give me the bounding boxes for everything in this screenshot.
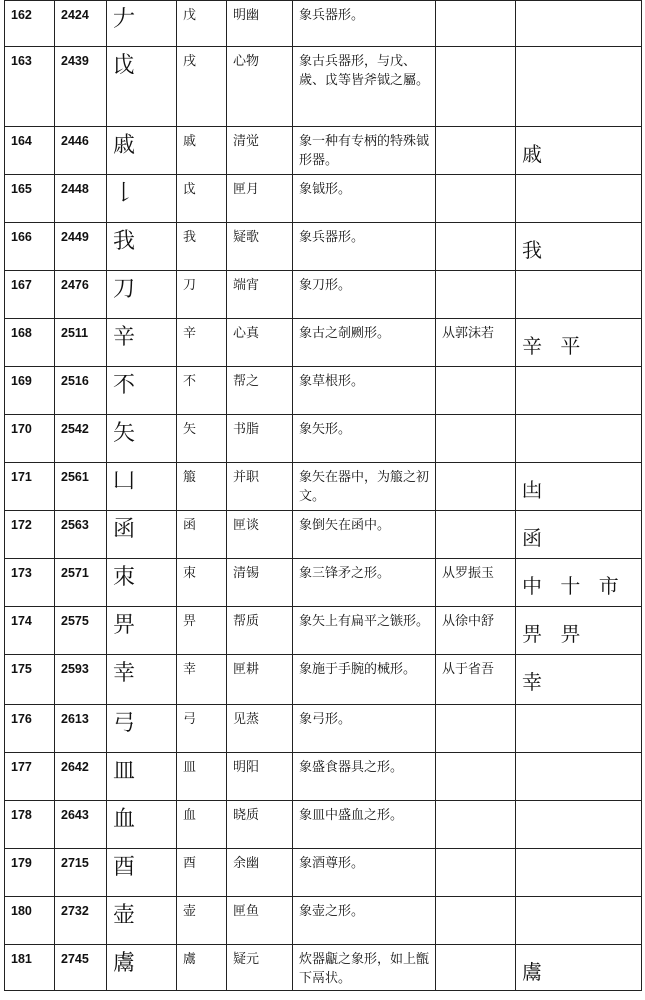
entry-number: 167 (5, 271, 55, 319)
entry-number: 176 (5, 705, 55, 753)
entry-number: 177 (5, 753, 55, 801)
oracle-glyph-image: 辛 (113, 325, 136, 350)
source-attribution (436, 463, 516, 511)
entry-code: 2593 (55, 655, 107, 705)
variant-glyphs (516, 1, 642, 47)
source-attribution: 从徐中舒 (436, 607, 516, 655)
table-row (5, 801, 642, 849)
variant-glyph-image: 凷 (522, 478, 548, 502)
variant-glyph-image: 戚 (522, 142, 548, 166)
oracle-character-table (4, 0, 642, 991)
oracle-glyph-image: 幸 (113, 661, 136, 686)
phonetic-category: 清锡 (227, 559, 293, 607)
variant-glyphs (516, 655, 642, 705)
oracle-glyph (107, 511, 177, 559)
oracle-glyph (107, 705, 177, 753)
entry-number: 169 (5, 367, 55, 415)
phonetic-category: 匣鱼 (227, 897, 293, 945)
description: 炊器甗之象形，如上甑下鬲状。 (293, 945, 436, 991)
entry-code: 2516 (55, 367, 107, 415)
table-row (5, 945, 642, 991)
entry-code: 2643 (55, 801, 107, 849)
modern-character: 箙 (177, 463, 227, 511)
modern-character: 戉 (177, 175, 227, 223)
table-row (5, 319, 642, 367)
entry-number: 170 (5, 415, 55, 463)
description: 象矢上有扁平之镞形。 (293, 607, 436, 655)
phonetic-category: 余幽 (227, 849, 293, 897)
entry-code: 2542 (55, 415, 107, 463)
variant-glyphs (516, 223, 642, 271)
modern-character: 矢 (177, 415, 227, 463)
oracle-glyph-image: 戉 (113, 53, 136, 78)
oracle-glyph (107, 127, 177, 175)
entry-number: 173 (5, 559, 55, 607)
phonetic-category: 帮之 (227, 367, 293, 415)
source-attribution (436, 175, 516, 223)
phonetic-category: 匣谈 (227, 511, 293, 559)
description: 象一种有专柄的特殊钺形器。 (293, 127, 436, 175)
table-row (5, 175, 642, 223)
modern-character: 酉 (177, 849, 227, 897)
source-attribution (436, 367, 516, 415)
source-attribution (436, 753, 516, 801)
entry-code: 2613 (55, 705, 107, 753)
table-row (5, 367, 642, 415)
modern-character: 皿 (177, 753, 227, 801)
phonetic-category: 并职 (227, 463, 293, 511)
oracle-glyph-image: 凵 (113, 469, 136, 494)
oracle-glyph (107, 801, 177, 849)
source-attribution (436, 415, 516, 463)
entry-number: 179 (5, 849, 55, 897)
description: 象古兵器形，与戊、歲、戉等皆斧钺之屬。 (293, 47, 436, 127)
source-attribution (436, 705, 516, 753)
oracle-glyph-image: 弓 (113, 711, 136, 736)
table-row (5, 655, 642, 705)
description: 象兵器形。 (293, 223, 436, 271)
source-attribution: 从于省吾 (436, 655, 516, 705)
variant-glyphs (516, 945, 642, 991)
oracle-glyph-image: 矢 (113, 421, 136, 446)
entry-code: 2575 (55, 607, 107, 655)
entry-number: 175 (5, 655, 55, 705)
entry-code: 2511 (55, 319, 107, 367)
description: 象矢形。 (293, 415, 436, 463)
oracle-glyph-image: 函 (113, 517, 136, 542)
entry-number: 171 (5, 463, 55, 511)
description: 象弓形。 (293, 705, 436, 753)
modern-character: 戌 (177, 47, 227, 127)
variant-glyphs (516, 607, 642, 655)
modern-character: 函 (177, 511, 227, 559)
oracle-glyph (107, 223, 177, 271)
variant-glyphs (516, 175, 642, 223)
oracle-glyph-image: 皿 (113, 759, 136, 784)
entry-code: 2448 (55, 175, 107, 223)
entry-code: 2449 (55, 223, 107, 271)
table-row (5, 463, 642, 511)
description: 象古之剞劂形。 (293, 319, 436, 367)
variant-glyph-image: 函 (522, 526, 548, 550)
oracle-glyph (107, 849, 177, 897)
modern-character: 不 (177, 367, 227, 415)
entry-code: 2732 (55, 897, 107, 945)
oracle-glyph-image: 戚 (113, 133, 136, 158)
variant-glyph-image: 幸 (522, 670, 548, 694)
oracle-glyph (107, 463, 177, 511)
variant-glyphs (516, 705, 642, 753)
entry-number: 181 (5, 945, 55, 991)
phonetic-category: 端宵 (227, 271, 293, 319)
description: 象刀形。 (293, 271, 436, 319)
description: 象施于手腕的械形。 (293, 655, 436, 705)
modern-character: 辛 (177, 319, 227, 367)
entry-number: 172 (5, 511, 55, 559)
description: 象三锋矛之形。 (293, 559, 436, 607)
variant-glyphs (516, 319, 642, 367)
variant-glyphs (516, 801, 642, 849)
oracle-glyph-image: 刀 (113, 277, 136, 302)
oracle-glyph (107, 1, 177, 47)
entry-code: 2571 (55, 559, 107, 607)
source-attribution (436, 271, 516, 319)
entry-number: 180 (5, 897, 55, 945)
oracle-glyph (107, 945, 177, 991)
modern-character: 鬳 (177, 945, 227, 991)
modern-character: 畀 (177, 607, 227, 655)
table-row (5, 127, 642, 175)
entry-number: 162 (5, 1, 55, 47)
table-row (5, 753, 642, 801)
variant-glyphs (516, 271, 642, 319)
phonetic-category: 清觉 (227, 127, 293, 175)
description: 象皿中盛血之形。 (293, 801, 436, 849)
variant-glyphs (516, 849, 642, 897)
oracle-glyph-image: 酉 (113, 855, 136, 880)
source-attribution: 从罗振玉 (436, 559, 516, 607)
oracle-glyph (107, 47, 177, 127)
modern-character: 戚 (177, 127, 227, 175)
entry-code: 2563 (55, 511, 107, 559)
variant-glyph-image: 我 (522, 238, 548, 262)
table-row (5, 47, 642, 127)
modern-character: 我 (177, 223, 227, 271)
oracle-glyph (107, 415, 177, 463)
entry-number: 166 (5, 223, 55, 271)
oracle-glyph-image: 我 (113, 229, 136, 254)
entry-code: 2439 (55, 47, 107, 127)
oracle-glyph (107, 559, 177, 607)
table-row (5, 511, 642, 559)
variant-glyphs (516, 47, 642, 127)
description: 象钺形。 (293, 175, 436, 223)
description: 象酒尊形。 (293, 849, 436, 897)
description: 象草根形。 (293, 367, 436, 415)
modern-character: 戊 (177, 1, 227, 47)
table-row (5, 705, 642, 753)
entry-code: 2446 (55, 127, 107, 175)
variant-glyph-image: 中 十 市 (522, 574, 625, 598)
entry-number: 174 (5, 607, 55, 655)
oracle-glyph-image: 血 (113, 807, 136, 832)
variant-glyphs (516, 367, 642, 415)
entry-number: 164 (5, 127, 55, 175)
oracle-glyph-image: 𠄌 (113, 181, 136, 206)
table-row (5, 415, 642, 463)
modern-character: 幸 (177, 655, 227, 705)
entry-code: 2745 (55, 945, 107, 991)
table-row (5, 223, 642, 271)
entry-number: 168 (5, 319, 55, 367)
oracle-glyph-image: 畀 (113, 613, 136, 638)
phonetic-category: 心真 (227, 319, 293, 367)
oracle-glyph (107, 655, 177, 705)
phonetic-category: 书脂 (227, 415, 293, 463)
variant-glyphs (516, 511, 642, 559)
variant-glyph-image: 鬳 (522, 960, 548, 984)
entry-number: 163 (5, 47, 55, 127)
phonetic-category: 匣月 (227, 175, 293, 223)
description: 象矢在器中，为箙之初文。 (293, 463, 436, 511)
source-attribution (436, 849, 516, 897)
variant-glyph-image: 辛 平 (522, 334, 587, 358)
variant-glyphs (516, 463, 642, 511)
oracle-glyph-image: 不 (113, 373, 136, 398)
modern-character: 弓 (177, 705, 227, 753)
phonetic-category: 明幽 (227, 1, 293, 47)
description: 象倒矢在函中。 (293, 511, 436, 559)
phonetic-category: 疑元 (227, 945, 293, 991)
modern-character: 朿 (177, 559, 227, 607)
source-attribution: 从郭沫若 (436, 319, 516, 367)
source-attribution (436, 897, 516, 945)
oracle-glyph (107, 607, 177, 655)
entry-code: 2476 (55, 271, 107, 319)
entry-code: 2642 (55, 753, 107, 801)
oracle-glyph (107, 175, 177, 223)
table-row (5, 559, 642, 607)
variant-glyph-image: 畀 畀 (522, 622, 587, 646)
entry-number: 178 (5, 801, 55, 849)
source-attribution (436, 127, 516, 175)
table-row (5, 897, 642, 945)
phonetic-category: 疑歌 (227, 223, 293, 271)
modern-character: 血 (177, 801, 227, 849)
phonetic-category: 匣耕 (227, 655, 293, 705)
source-attribution (436, 223, 516, 271)
oracle-glyph (107, 897, 177, 945)
description: 象壶之形。 (293, 897, 436, 945)
description: 象盛食器具之形。 (293, 753, 436, 801)
description: 象兵器形。 (293, 1, 436, 47)
oracle-glyph (107, 753, 177, 801)
phonetic-category: 晓质 (227, 801, 293, 849)
variant-glyphs (516, 127, 642, 175)
variant-glyphs (516, 753, 642, 801)
source-attribution (436, 945, 516, 991)
entry-code: 2715 (55, 849, 107, 897)
modern-character: 壶 (177, 897, 227, 945)
oracle-glyph (107, 367, 177, 415)
oracle-glyph-image: 𠂇 (113, 7, 136, 32)
variant-glyphs (516, 559, 642, 607)
phonetic-category: 明阳 (227, 753, 293, 801)
oracle-glyph (107, 319, 177, 367)
source-attribution (436, 1, 516, 47)
oracle-glyph (107, 271, 177, 319)
source-attribution (436, 47, 516, 127)
source-attribution (436, 801, 516, 849)
entry-code: 2561 (55, 463, 107, 511)
source-attribution (436, 511, 516, 559)
phonetic-category: 帮质 (227, 607, 293, 655)
entry-code: 2424 (55, 1, 107, 47)
variant-glyphs (516, 415, 642, 463)
entry-number: 165 (5, 175, 55, 223)
modern-character: 刀 (177, 271, 227, 319)
phonetic-category: 见蒸 (227, 705, 293, 753)
oracle-glyph-image: 壶 (113, 903, 136, 928)
table-row (5, 1, 642, 47)
table-row (5, 849, 642, 897)
variant-glyphs (516, 897, 642, 945)
oracle-glyph-image: 鬳 (113, 951, 136, 976)
oracle-glyph-image: 朿 (113, 565, 136, 590)
table-row (5, 607, 642, 655)
phonetic-category: 心物 (227, 47, 293, 127)
table-row (5, 271, 642, 319)
